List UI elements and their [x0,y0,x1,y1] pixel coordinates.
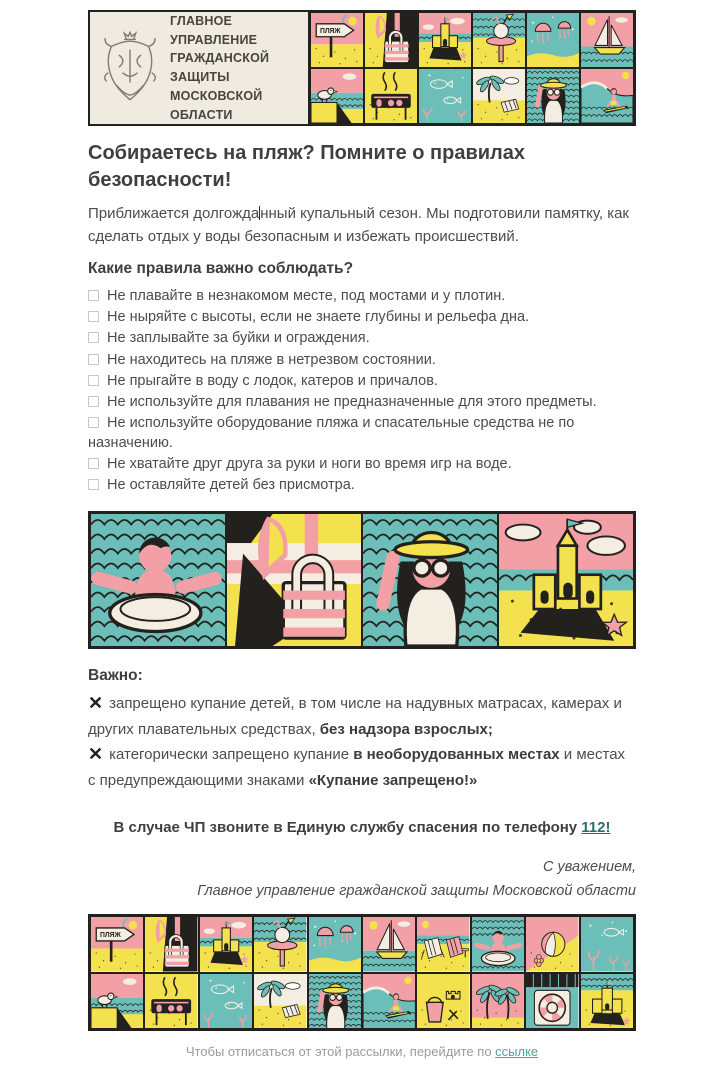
rule-item [88,372,636,392]
illustration-tile-bag [364,12,418,68]
phone-112-link[interactable]: 112! [581,819,611,837]
important-heading: Важно: [88,667,143,685]
rule-text: Не плавайте в незнакомом месте, под мостами и у плотин. [107,288,506,304]
rules-list [88,287,636,496]
rule-text: Не заплывайте за буйки и ограждения. [107,330,370,347]
header-illustration [308,12,634,124]
checkbox-icon [88,417,99,428]
org-name-line-3: МОСКОВСКОЙ ОБЛАСТИ [170,88,263,122]
checkbox-icon [88,354,99,365]
illustration-tile-surfer [362,973,416,1030]
rule-item [88,351,636,371]
illustration-tile-woman-hat [526,68,580,124]
illustration-tile-bucket [416,973,470,1030]
illustration-tile-coconut [472,12,526,68]
illustration-tile-beach-ball [525,916,579,973]
illustration-tile-beach-chairs [416,916,470,973]
important-text: и местах с предупреждающими знаками [88,746,626,789]
cta-line [88,819,636,836]
rule-item [88,455,636,475]
illustration-tile-beach-sign [310,12,364,68]
rule-text: Не используйте оборудование пляжа и спасательные средства не по назначению. [88,415,575,452]
rule-text: Не используйте для плавания не предназначенные для этого предметы. [107,394,597,411]
intro-text-before: Приближается долгожда [88,205,260,222]
illustration-tile-surfer [580,68,634,124]
rule-text: Не хватайте друг друга за руки и ноги во время игр на воде. [107,456,512,473]
signature [88,856,636,904]
org-name [170,12,300,125]
checkbox-icon [88,396,99,407]
svg-text:ПЛЯЖ: ПЛЯЖ [319,27,341,36]
illustration-tile-fish [199,973,253,1030]
checkbox-icon [88,375,99,386]
important-text-bold: в необорудованных местах [353,746,560,764]
unsubscribe-note [88,1044,636,1059]
illustration-tile-coral [580,916,634,973]
illustration-tile-sandcastle [418,12,472,68]
illustration-tile-swimmer [471,916,525,973]
checkbox-icon [88,479,99,490]
org-name-line-2: ГРАЖДАНСКОЙ ЗАЩИТЫ [170,51,270,84]
rule-item [88,308,636,328]
org-logo-block [90,12,308,124]
important-text-bold: «Купание запрещено!» [308,771,478,789]
bottom-illustration [88,914,636,1031]
checkbox-icon [88,332,99,343]
illustration-tile-seagull [90,973,144,1030]
rule-text: Не находитесь на пляже в нетрезвом состоянии. [107,351,436,368]
illustration-tile-palms [471,973,525,1030]
rule-text: Не ныряйте с высоты, если не знаете глубины и рельефа дна. [107,309,530,326]
important-item [88,742,636,793]
rule-text: Не оставляйте детей без присмотра. [107,477,355,494]
signature-line-1: С уважением, [542,859,636,876]
illustration-tile-fish [418,68,472,124]
email-page [88,0,636,1059]
svg-text:ПЛЯЖ: ПЛЯЖ [100,932,121,940]
intro-text-after: нный купальный сезон. Мы подготовили памятку, как сделать отдых у воды безопасным и избежать происшествий. [88,205,629,245]
rule-item [88,476,636,496]
important-text-bold: без надзора взрослых; [319,720,493,738]
rule-item [88,287,636,307]
illustration-tile-jellyfish [526,12,580,68]
org-name-line-1: ГЛАВНОЕ УПРАВЛЕНИЕ [170,13,258,47]
illustration-tile-lifering [525,973,579,1030]
illustration-tile-woman-large [362,513,498,647]
illustration-tile-sailboat [580,12,634,68]
illustration-tile-seagull [310,68,364,124]
important-list [88,691,636,793]
important-text: запрещено купание детей, в том числе на надувных матрасах, камерах и других плавательных средствах, [88,695,622,738]
rule-item [88,329,636,349]
illustration-tile-palm-chair [253,973,307,1030]
middle-illustration [88,511,636,649]
illustration-tile-bag [144,916,198,973]
important-text: категорически запрещено купание [109,746,354,764]
illustration-tile-coconut [253,916,307,973]
important-item [88,691,636,742]
illustration-tile-bbq [144,973,198,1030]
rules-heading: Какие правила важно соблюдать? [88,260,354,277]
header-banner [88,10,636,126]
intro-paragraph [88,203,636,248]
illustration-tile-sandcastle2 [580,973,634,1030]
rule-text: Не прыгайте в воду с лодок, катеров и причалов. [107,372,438,389]
illustration-tile-swimmer-large [90,513,226,647]
illustration-tile-bbq [364,68,418,124]
rule-item [88,393,636,413]
cta-text: В случае ЧП звоните в Единую службу спасения по телефону [113,819,582,837]
checkbox-icon [88,311,99,322]
coat-of-arms-icon [99,28,161,109]
illustration-tile-castle-large [498,513,634,647]
unsubscribe-text: Чтобы отписаться от этой рассылки, перейдите по [185,1044,496,1060]
illustration-tile-bag-large [226,513,362,647]
illustration-tile-palm-chair [472,68,526,124]
illustration-tile-beach-sign [90,916,144,973]
checkbox-icon [88,458,99,469]
signature-line-2: Главное управление гражданской защиты Московской области [197,883,636,900]
rule-item [88,414,636,453]
checkbox-icon [88,290,99,301]
page-title: Собираетесь на пляж? Помните о правилах безопасности! [88,142,526,191]
unsubscribe-link[interactable]: ссылке [495,1044,539,1060]
illustration-tile-jellyfish [308,916,362,973]
illustration-tile-sailboat [362,916,416,973]
illustration-tile-woman-hat [308,973,362,1030]
cross-icon: ✕ [88,693,104,714]
illustration-tile-sandcastle [199,916,253,973]
cross-icon: ✕ [88,744,104,765]
